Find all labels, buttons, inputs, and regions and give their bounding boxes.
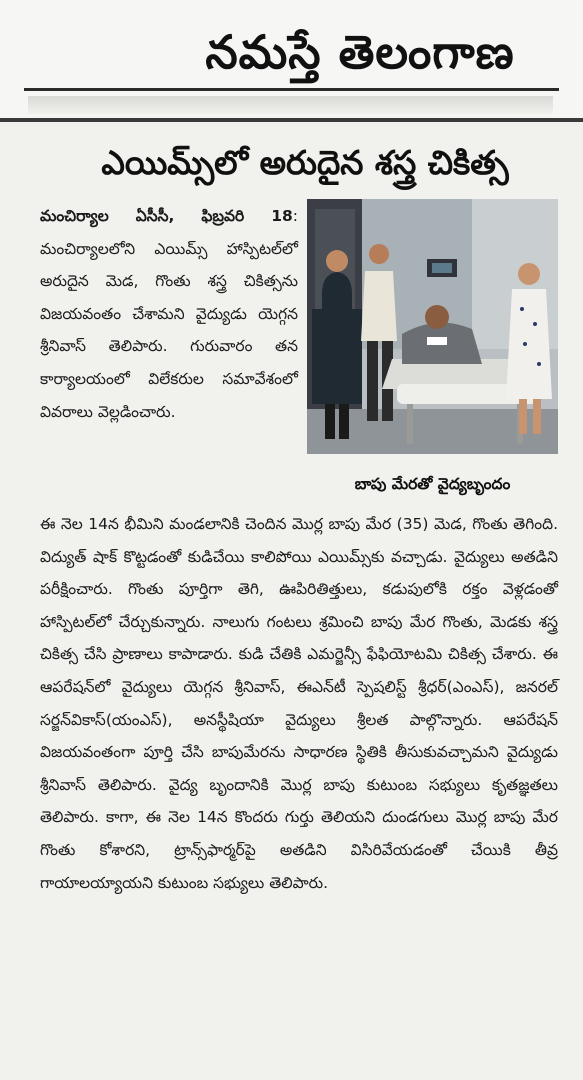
section-divider xyxy=(0,118,583,122)
article-body: ఈ నెల 14న భీమిని మండలానికి చెందిన మొర్ల బాపు మేర (35) మెడ, గొంతు తెగింది. విద్యుత్ షాక్ కొట్టడంతో కుడిచేయి కాలిపోయి ఎయిమ్స్‌కు వచ్చాడు. వైద్యులు అతడిని పరీక్షించారు. గొంతు పూర్తిగా తెగి, ఊపిరితిత్తులు, కడుపులోకి రక్తం వెళ్లడంతో హాస్పిటల్‌లో చేర్చుకున్నారు. నాలుగు గంటలు శ్రమించి బాపు మేర గొంతు, మెడకు శస్త్ర చికిత్స చేసి ప్రాణాలు కాపాడారు. కుడి చేతికి ఎమర్జెన్సీ ఫేఫియోటమి చికిత్స చేశారు. ఈ ఆపరేషన్‌లో వైద్యులు యెగ్గన శ్రీనివాస్, ఈఎన్‌టీ స్పెషలిస్ట్ శ్రీధర్(ఎంఎస్), జనరల్ సర్జన్‌వికాస్(యంఎస్), అనస్థీషియా వైద్యులు శ్రీలత పాల్గొన్నారు. ఆపరేషన్ విజయవంతంగా పూర్తి చేసి బాపుమేరను సాధారణ స్థితికి తీసుకువచ్చామని వైద్యుడు శ్రీనివాస్ తెలిపారు. వైద్య బృందానికి మొర్ల బాపు కుటుంబ సభ్యులు కృతజ్ఞతలు తెలిపారు. కాగా, ఈ నెల 14న కొందరు గుర్తు తెలియని దుండగులు మొర్ల బాపు మేర గొంతు కోశారని, ట్రాన్స్‌ఫార్మర్‌పై అతడిని విసిరివేయడంతో చేయికి తీవ్ర గాయాలయ్యాయని కుటుంబ సభ్యులు తెలిపారు. xyxy=(40,515,558,892)
article-headline: ఎయిమ్స్‌లో అరుదైన శస్త్ర చికిత్స xyxy=(101,143,509,182)
masthead-shadow xyxy=(28,96,553,114)
hospital-room-illustration xyxy=(307,199,558,454)
article-photo xyxy=(307,199,558,454)
newspaper-name: నమస్తే తెలంగాణ xyxy=(205,25,515,79)
masthead-rule xyxy=(24,88,559,91)
photo-caption: బాపు మేరతో వైద్యబృందం xyxy=(354,475,511,493)
article-lead: : మంచిర్యాలలోని ఎయిమ్స్ హాస్పిటల్‌లో అరుదైన మెడ, గొంతు శస్త్ర చికిత్సను విజయవంతం చేశామని వైద్యుడు యెగ్గన శ్రీనివాస్ తెలిపారు. గురువారం తన కార్యాలయంలో విలేకరుల సమావేశంలో వివరాలు వెల్లడించారు. xyxy=(40,207,298,421)
masthead xyxy=(0,0,583,118)
article-dateline: మంచిర్యాల ఏసీసీ, ఫిబ్రవరి 18 xyxy=(40,207,293,225)
article-lead-column xyxy=(40,200,298,428)
